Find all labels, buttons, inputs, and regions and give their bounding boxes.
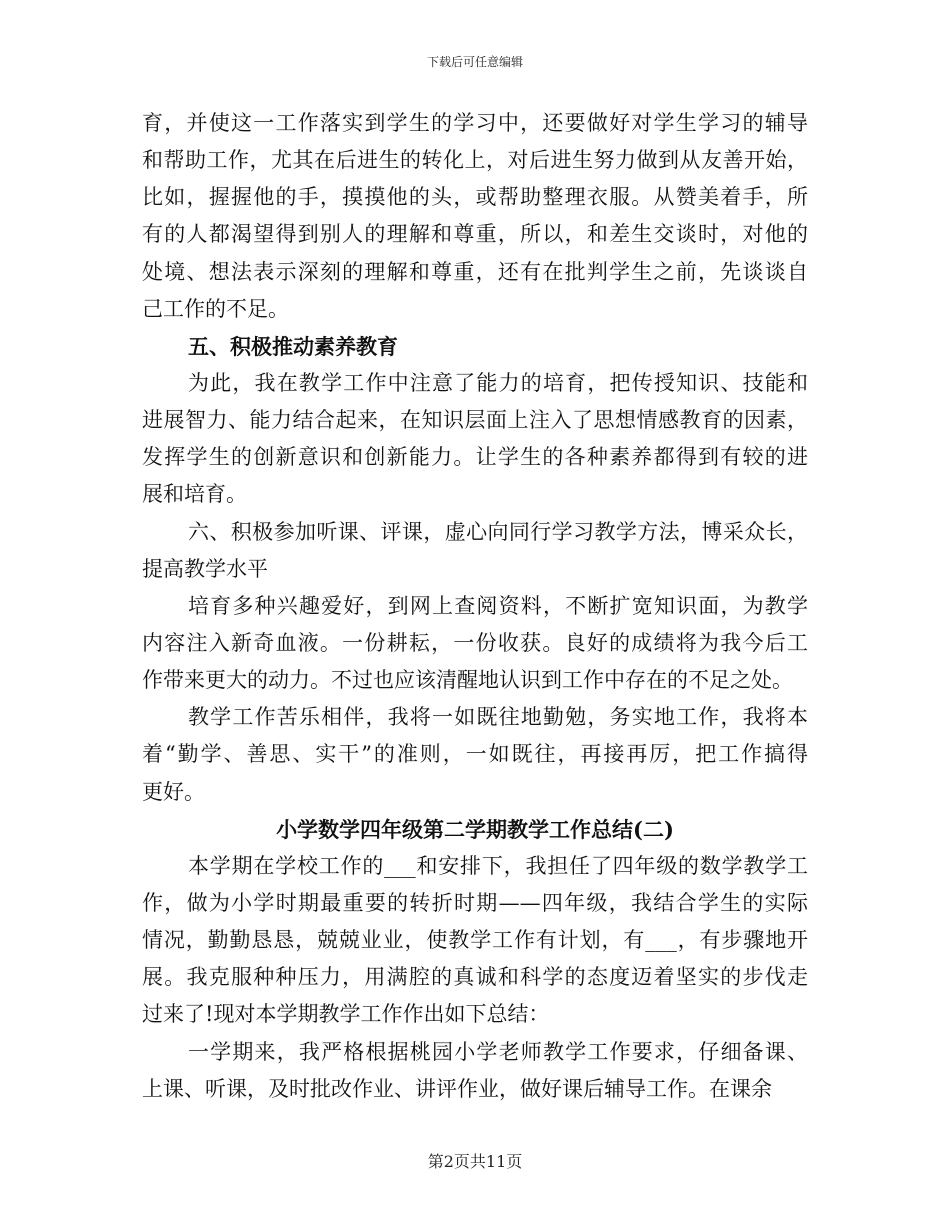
section-line: 提高教学水平 — [142, 556, 268, 581]
section-line: 六、积极参加听课、评课，虚心向同行学习教学方法，博采众长， — [188, 519, 808, 544]
body-line: 展和培育。 — [142, 482, 247, 507]
body-line: 己工作的不足。 — [142, 296, 289, 321]
body-line: 内容注入新奇血液。一份耕耘，一份收获。良好的成绩将为我今后工 — [142, 630, 808, 655]
body-line: 为此，我在教学工作中注意了能力的培育，把传授知识、技能和 — [188, 370, 808, 395]
body-line: 发挥学生的创新意识和创新能力。让学生的各种素养都得到有较的进 — [142, 445, 808, 470]
document-body — [142, 105, 808, 1108]
body-line: 作，做为小学时期最重要的转折时期——四年级，我结合学生的实际 — [142, 890, 808, 915]
body-line: 情况，勤勤恳恳，兢兢业业，使教学工作有计划，有___，有步骤地开 — [142, 928, 808, 953]
body-line: 育，并使这一工作落实到学生的学习中，还要做好对学生学习的辅导 — [142, 111, 808, 135]
body-line: 有的人都渴望得到别人的理解和尊重，所以，和差生交谈时，对他的 — [142, 222, 808, 247]
body-line: 上课、听课，及时批改作业、讲评作业，做好课后辅导工作。在课余 — [142, 1076, 772, 1101]
body-line: 展。我克服种种压力，用满腔的真诚和科学的态度迈着坚实的步伐走 — [142, 965, 808, 990]
body-line: 和帮助工作，尤其在后进生的转化上，对后进生努力做到从友善开始， — [142, 148, 808, 173]
body-line: 处境、想法表示深刻的理解和尊重，还有在批判学生之前，先谈谈自 — [142, 259, 808, 284]
document-section-title: 小学数学四年级第二学期教学工作总结(二) — [276, 816, 674, 842]
body-line: 进展智力、能力结合起来，在知识层面上注入了思想情感教育的因素， — [142, 408, 808, 433]
body-line: 比如，握握他的手，摸摸他的头，或帮助整理衣服。从赞美着手，所 — [142, 185, 808, 210]
body-line: 过来了!现对本学期教学工作作出如下总结： — [142, 1002, 550, 1027]
body-line: 更好。 — [142, 779, 205, 804]
body-line: 着“勤学、善思、实干”的准则，一如既往，再接再厉，把工作搞得 — [142, 742, 808, 767]
section-heading: 五、积极推动素养教育 — [188, 333, 398, 359]
page-footer: 第2页共11页 — [427, 1152, 523, 1171]
body-line: 培育多种兴趣爱好，到网上查阅资料，不断扩宽知识面，为教学 — [188, 593, 808, 618]
body-line: 作带来更大的动力。不过也应该清醒地认识到工作中存在的不足之处。 — [142, 668, 793, 693]
body-line: 一学期来，我严格根据桃园小学老师教学工作要求，仔细备课、 — [188, 1039, 808, 1064]
body-line: 教学工作苦乐相伴，我将一如既往地勤勉，务实地工作，我将本 — [188, 705, 808, 730]
page-header: 下载后可任意编辑 — [426, 55, 523, 69]
body-line: 本学期在学校工作的___和安排下，我担任了四年级的数学教学工 — [188, 853, 808, 878]
